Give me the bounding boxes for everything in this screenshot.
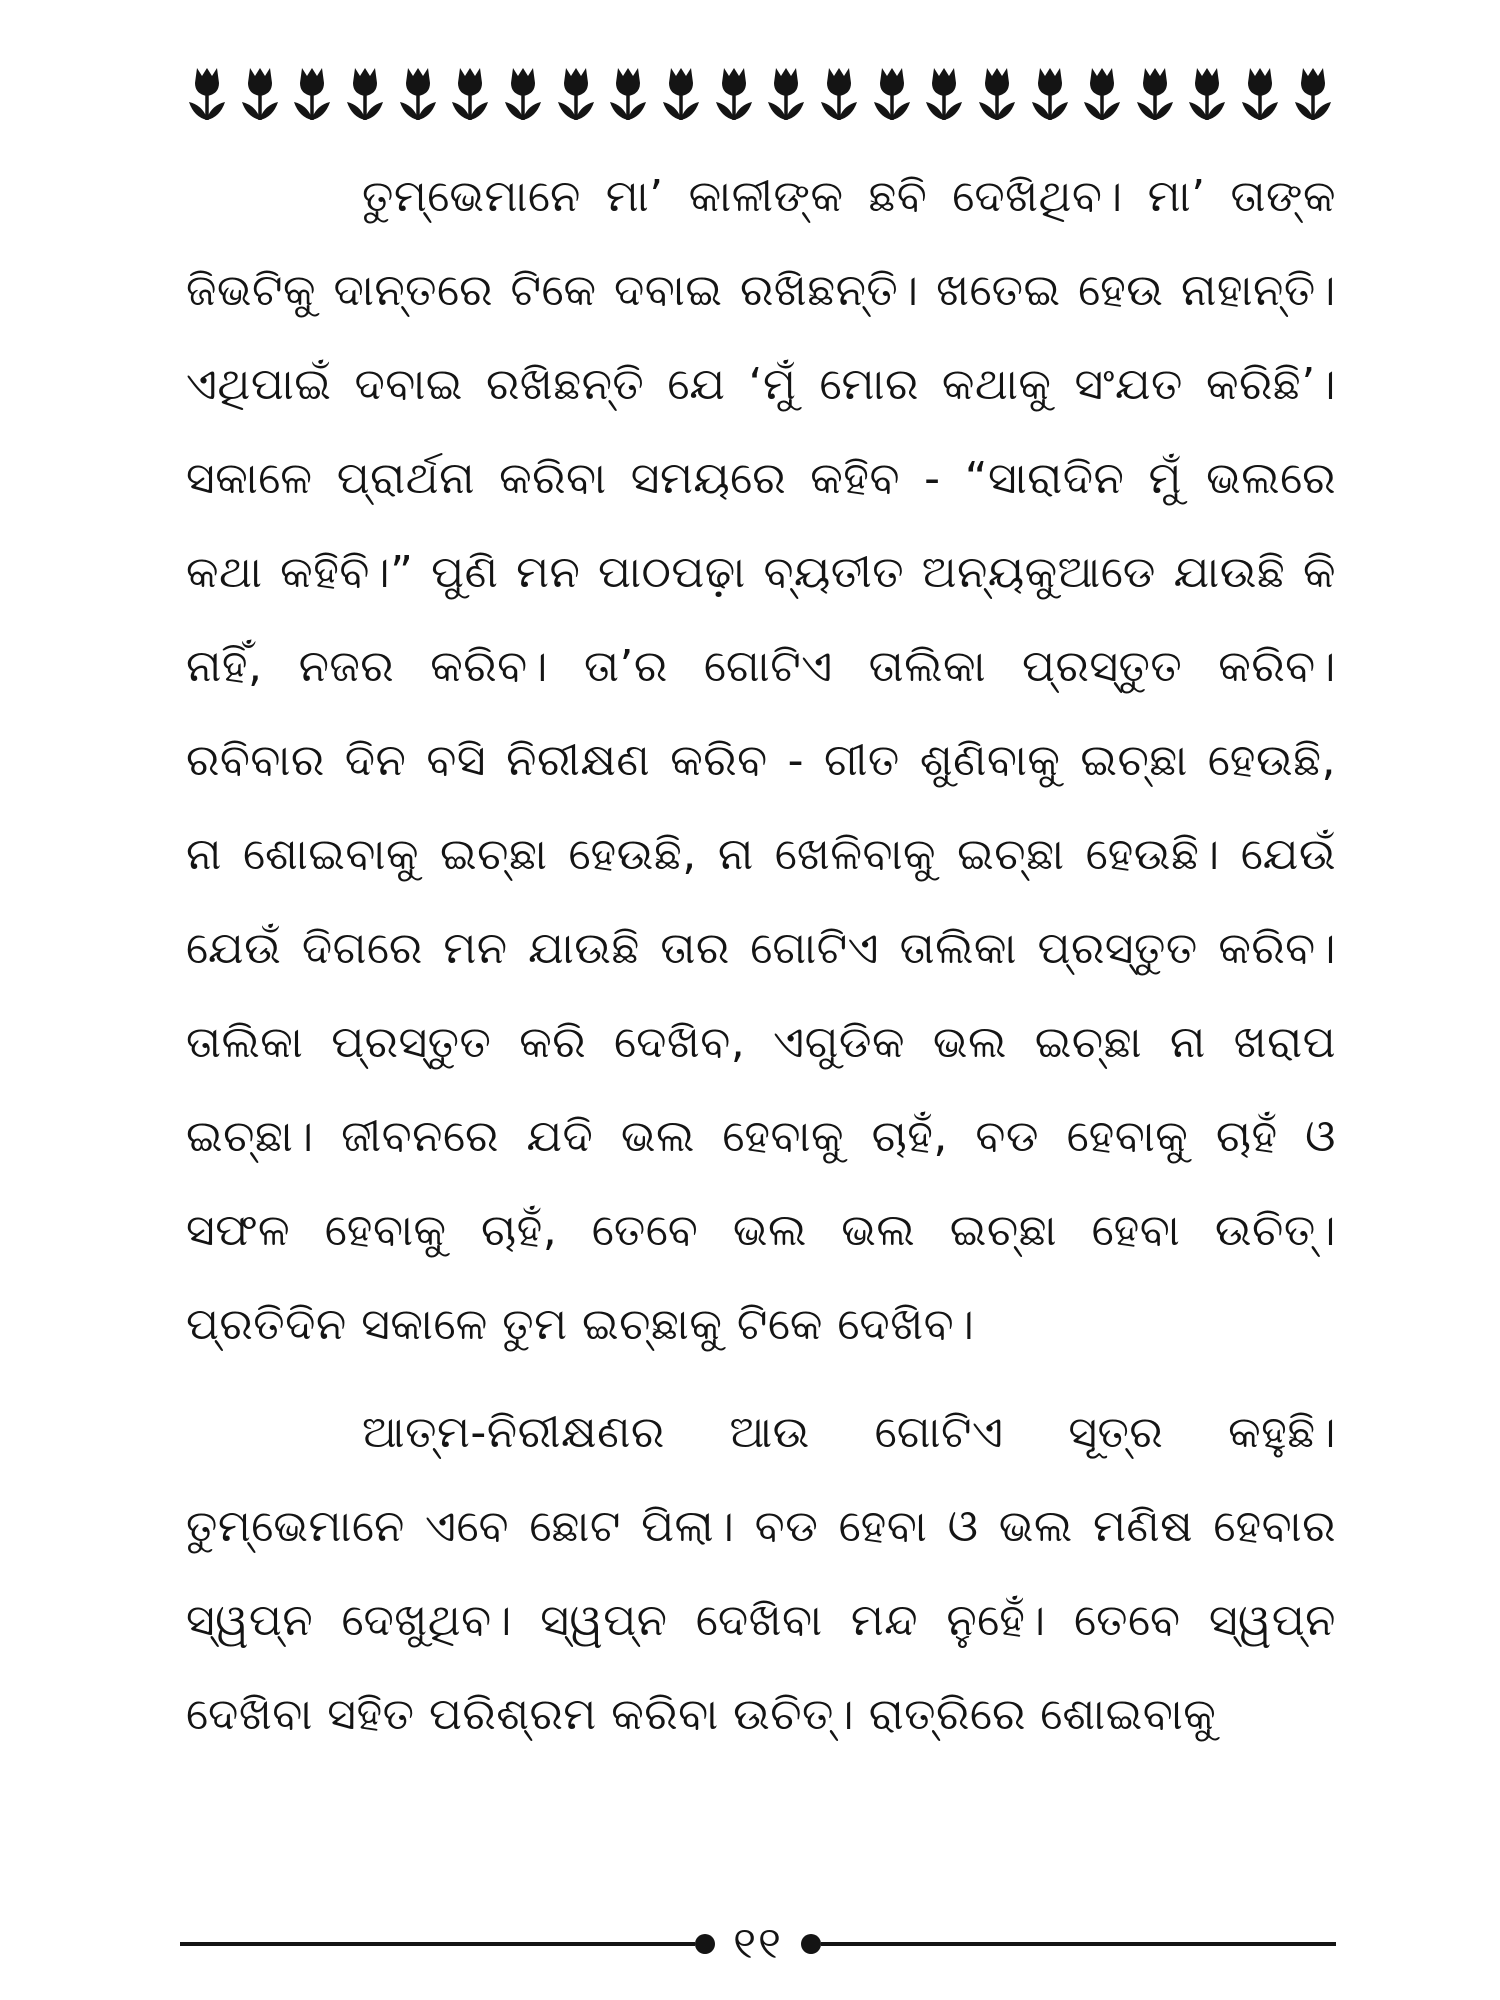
tulip-icon (1081, 65, 1123, 125)
tulip-icon (713, 65, 755, 125)
paragraph-1: ତୁମ୍ଭେମାନେ ମା’ କାଳୀଙ୍କ ଛବି ଦେଖିଥିବ। ମା’ ତାଙ୍କ ଜିଭଟିକୁ ଦାନ୍ତରେ ଟିକେ ଦବାଇ ରଖିଛନ୍ତି। ଖତେଇ ହେଉ ନାହାନ୍ତି। ଏଥିପାଇଁ ଦବାଇ ରଖିଛନ୍ତି ଯେ ‘ମୁଁ ମୋର କଥାକୁ ସଂଯତ କରିଛି’। ସକାଳେ ପ୍ରାର୍ଥନା କରିବା ସମୟରେ କହିବ - “ସାରାଦିନ ମୁଁ ଭଲରେ କଥା କହିବି।” ପୁଣି ମନ ପାଠପଢ଼ା ବ୍ୟତୀତ ଅନ୍ୟକୁଆଡେ ଯାଉଛି କି ନାହିଁ, ନଜର କରିବ। ତା’ର ଗୋଟିଏ ତାଲିକା ପ୍ରସ୍ତୁତ କରିବ। ରବିବାର ଦିନ ବସି ନିରୀକ୍ଷଣ କରିବ - ଗୀତ ଶୁଣିବାକୁ ଇଚ୍ଛା ହେଉଛି, ନା ଶୋଇବାକୁ ଇଚ୍ଛା ହେଉଛି, ନା ଖେଳିବାକୁ ଇଚ୍ଛା ହେଉଛି। ଯେଉଁ ଯେଉଁ ଦିଗରେ ମନ ଯାଉଛି ତାର ଗୋଟିଏ ତାଲିକା ପ୍ରସ୍ତୁତ କରିବ। ତାଲିକା ପ୍ରସ୍ତୁତ କରି ଦେଖିବ, ଏଗୁଡିକ ଭଲ ଇଚ୍ଛା ନା ଖରାପ ଇଚ୍ଛା। ଜୀବନରେ ଯଦି ଭଲ ହେବାକୁ ଚାହଁ, ବଡ ହେବାକୁ ଚାହଁ ଓ ସଫଳ ହେବାକୁ ଚାହଁ, ତେବେ ଭଲ ଭଲ ଇଚ୍ଛା ହେବା ଉଚିତ୍। ପ୍ରତିଦିନ ସକାଳେ ତୁମ ଇଚ୍ଛାକୁ ଟିକେ ଦେଖିବ। (186, 171, 1336, 1350)
tulip-icon (923, 65, 965, 125)
page-footer (180, 1918, 1336, 1969)
tulip-icon (239, 65, 281, 125)
tulip-icon (186, 65, 228, 125)
page-body (186, 150, 1336, 1762)
tulip-icon (871, 65, 913, 125)
footer-rule-right (821, 1942, 1336, 1946)
tulip-icon (397, 65, 439, 125)
paragraph-2: ଆତ୍ମ-ନିରୀକ୍ଷଣର ଆଉ ଗୋଟିଏ ସୂତ୍ର କହୁଛି। ତୁମ୍ଭେମାନେ ଏବେ ଛୋଟ ପିଲା। ବଡ ହେବା ଓ ଭଲ ମଣିଷ ହେବାର ସ୍ୱପ୍ନ ଦେଖୁଥିବ। ସ୍ୱପ୍ନ ଦେଖିବା ମନ୍ଦ ନୁହେଁ। ତେବେ ସ୍ୱପ୍ନ ଦେଖିବା ସହିତ ପରିଶ୍ରମ କରିବା ଉଚିତ୍। ରାତ୍ରିରେ ଶୋଇବାକୁ (186, 1407, 1336, 1740)
tulip-icon (344, 65, 386, 125)
tulip-icon (291, 65, 333, 125)
tulip-icon (765, 65, 807, 125)
page-number: ୧୧ (733, 1918, 783, 1969)
tulip-icon (976, 65, 1018, 125)
tulip-icon (1186, 65, 1228, 125)
tulip-icon (818, 65, 860, 125)
footer-rule-left (180, 1942, 695, 1946)
tulip-ornament-border (186, 62, 1334, 128)
tulip-icon (660, 65, 702, 125)
tulip-icon (1239, 65, 1281, 125)
tulip-icon (1292, 65, 1334, 125)
tulip-icon (449, 65, 491, 125)
footer-dot-right (801, 1934, 821, 1954)
tulip-icon (1029, 65, 1071, 125)
tulip-icon (502, 65, 544, 125)
tulip-icon (607, 65, 649, 125)
tulip-icon (1134, 65, 1176, 125)
footer-dot-left (695, 1934, 715, 1954)
tulip-icon (555, 65, 597, 125)
